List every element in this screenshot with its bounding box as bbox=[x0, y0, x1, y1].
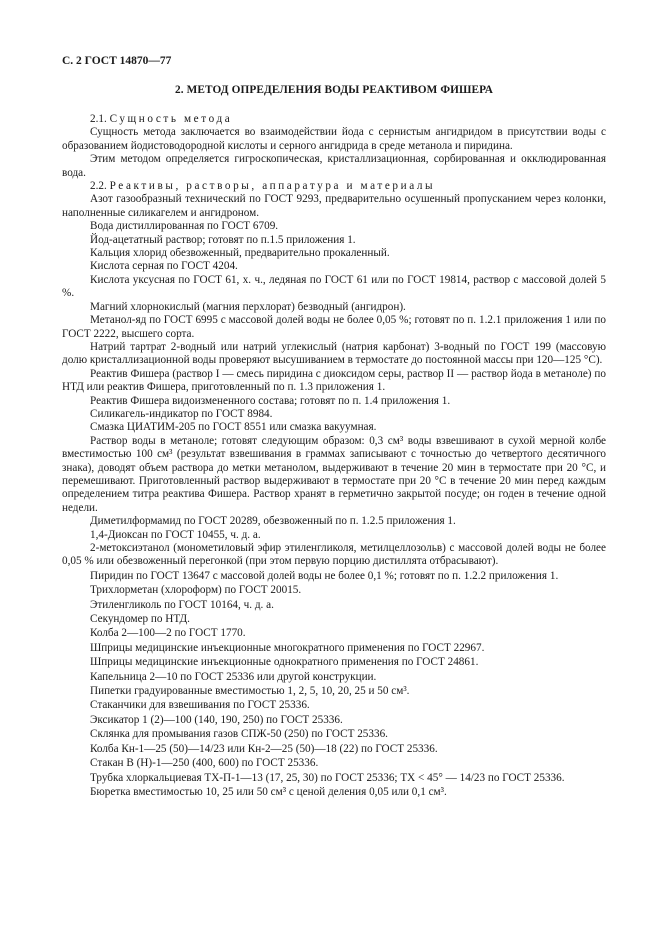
document-body bbox=[62, 113, 606, 799]
subsection-number: 2.2. bbox=[90, 180, 107, 193]
paragraph: Силикагель-индикатор по ГОСТ 8984. bbox=[90, 407, 273, 420]
paragraph: Капельница 2—10 по ГОСТ 25336 или другой конструкции. bbox=[90, 670, 377, 683]
paragraph: Колба Кн-1—25 (50)—14/23 или Кн-2—25 (50)—18 (22) по ГОСТ 25336. bbox=[90, 742, 438, 755]
paragraph: Шприцы медицинские инъекционные многократного применения по ГОСТ 22967. bbox=[90, 641, 485, 654]
subsection-2-1-heading bbox=[62, 113, 606, 126]
subsection-heading: Реактивы, растворы, аппаратура и материалы bbox=[109, 180, 436, 193]
paragraph: Колба 2—100—2 по ГОСТ 1770. bbox=[90, 627, 246, 640]
paragraph: Реактив Фишера видоизмененного состава; готовят по п. 1.4 приложения 1. bbox=[90, 394, 451, 407]
paragraph: Кислота серная по ГОСТ 4204. bbox=[90, 260, 238, 273]
paragraph: Пипетки градуированные вместимостью 1, 2, 5, 10, 20, 25 и 50 см³. bbox=[90, 685, 410, 698]
paragraph: Пиридин по ГОСТ 13647 с массовой долей воды не более 0,1 %; готовят по п. 1.2.2 приложения 1. bbox=[90, 569, 559, 582]
paragraph: Стаканчики для взвешивания по ГОСТ 25336. bbox=[90, 699, 310, 712]
paragraph: Реактив Фишера (раствор I — смесь пиридина с диоксидом серы, раствор II — раствор йода в метаноле) по НТД или реактив Фишера, приготовленный по п. 1.3 приложения 1. bbox=[62, 367, 606, 394]
paragraph: Кислота уксусная по ГОСТ 61, х. ч., ледяная по ГОСТ 61 или по ГОСТ 19814, раствор с массовой долей 5 %. bbox=[62, 273, 606, 300]
paragraph: Трубка хлоркальциевая ТХ-П-1—13 (17, 25, 30) по ГОСТ 25336; ТХ < 45° — 14/23 по ГОСТ 25336. bbox=[90, 771, 565, 784]
paragraph: Трихлорметан (хлороформ) по ГОСТ 20015. bbox=[90, 584, 302, 597]
paragraph: Склянка для промывания газов СПЖ-50 (250) по ГОСТ 25336. bbox=[90, 728, 388, 741]
paragraph: Магний хлорнокислый (магния перхлорат) безводный (ангидрон). bbox=[90, 300, 406, 313]
paragraph: Эксикатор 1 (2)—100 (140, 190, 250) по ГОСТ 25336. bbox=[90, 713, 343, 726]
paragraph: Шприцы медицинские инъекционные однократного применения по ГОСТ 24861. bbox=[90, 656, 479, 669]
paragraph: Стакан В (Н)-1—250 (400, 600) по ГОСТ 25336. bbox=[90, 757, 319, 770]
paragraph: Вода дистиллированная по ГОСТ 6709. bbox=[90, 220, 279, 233]
paragraph: Йод-ацетатный раствор; готовят по п.1.5 приложения 1. bbox=[90, 233, 356, 246]
paragraph: Натрий тартрат 2-водный или натрий углекислый (натрия карбонат) 3-водный по ГОСТ 199 (массовую долю кристаллизационной воды проверяют высушиванием в термостате до постоянной массы при 120—125 °С). bbox=[62, 340, 606, 367]
paragraph: Раствор воды в метаноле; готовят следующим образом: 0,3 см³ воды взвешивают в сухой мерной колбе вместимостью 100 см³ (результат взвешивания в граммах записывают с точностью до четвертого десятичного знака), доводят объем раствора до метки метанолом, выдерживают в течение 20 мин в термостате при 20 °С, и перемешивают. Приготовленный раствор выдерживают в термостате при 20 °С в течение 20 мин перед каждым определением титра реактива Фишера. Раствор хранят в герметично закрытой посуде; он годен в течение одной недели. bbox=[62, 434, 606, 514]
paragraph: Этим методом определяется гигроскопическая, кристаллизационная, сорбированная и окклюдированная вода. bbox=[62, 153, 606, 179]
paragraph: Этиленгликоль по ГОСТ 10164, ч. д. а. bbox=[90, 598, 274, 611]
paragraph: Метанол-яд по ГОСТ 6995 с массовой долей воды не более 0,05 %; готовят по п. 1.2.1 приложения 1 или по ГОСТ 2222, высшего сорта. bbox=[62, 314, 606, 340]
paragraph: Азот газообразный технический по ГОСТ 9293, предварительно осушенный пропусканием через колонки, наполненные силикагелем и ангидроном. bbox=[62, 193, 606, 219]
subsection-2-2-heading bbox=[62, 180, 606, 193]
subsection-heading: Сущность метода bbox=[109, 113, 233, 125]
paragraph: Секундомер по НТД. bbox=[90, 613, 190, 626]
paragraph: 1,4-Диоксан по ГОСТ 10455, ч. д. а. bbox=[90, 528, 261, 541]
paragraph: Смазка ЦИАТИМ-205 по ГОСТ 8551 или смазка вакуумная. bbox=[90, 421, 377, 434]
paragraph: Диметилформамид по ГОСТ 20289, обезвоженный по п. 1.2.5 приложения 1. bbox=[90, 515, 456, 528]
paragraph: 2-метоксиэтанол (монометиловый эфир этиленгликоля, метилцеллозольв) с массовой долей воды не более 0,05 % или обезвоженный перегонкой (при этом первую порцию дистиллята отбрасывают). bbox=[62, 542, 606, 568]
section-title: 2. МЕТОД ОПРЕДЕЛЕНИЯ ВОДЫ РЕАКТИВОМ ФИШЕРА bbox=[175, 84, 493, 96]
running-head: С. 2 ГОСТ 14870—77 bbox=[62, 55, 172, 67]
subsection-number: 2.1. bbox=[90, 113, 107, 125]
paragraph: Кальция хлорид обезвоженный, предварительно прокаленный. bbox=[90, 247, 390, 260]
paragraph: Бюретка вместимостью 10, 25 или 50 см³ с ценой деления 0,05 или 0,1 см³. bbox=[90, 785, 447, 798]
paragraph: Сущность метода заключается во взаимодействии йода с сернистым ангидридом в присутствии воды с образованием йодистоводородной кислоты и серного ангидрида в среде метанола и пиридина. bbox=[62, 126, 606, 152]
